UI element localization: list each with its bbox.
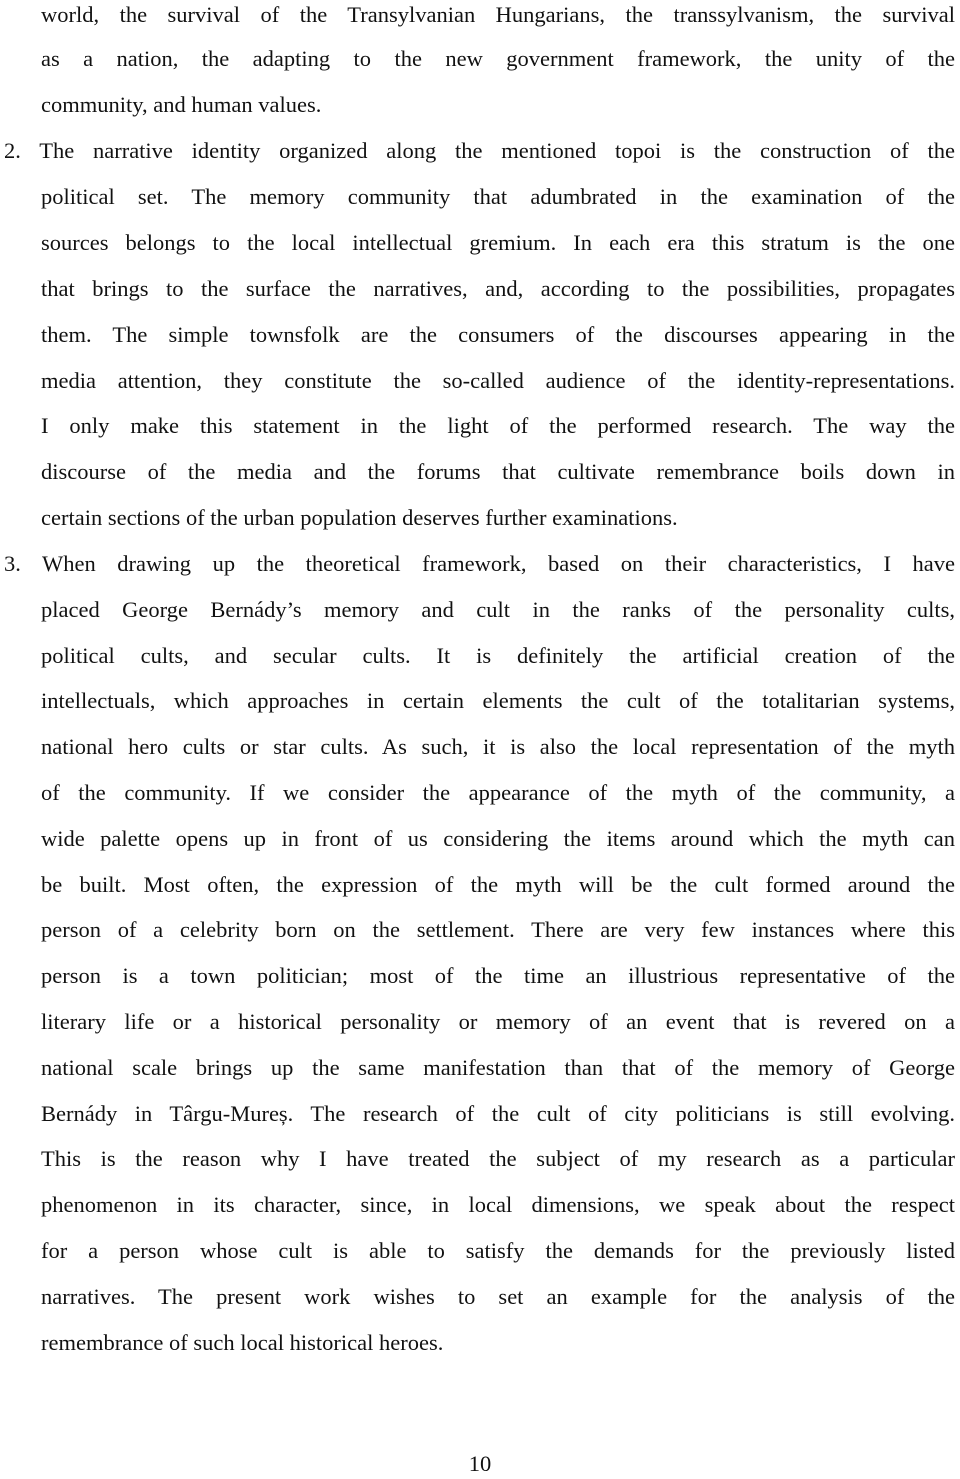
text-line: person is a town politician; most of the time an illustrious representative of the — [41, 963, 955, 988]
text-line: placed George Bernády’s memory and cult in the ranks of the personality cults, — [41, 597, 955, 622]
text-line: intellectuals, which approaches in certain elements the cult of the totalitarian systems, — [41, 688, 955, 713]
text-line: for a person whose cult is able to satisfy the demands for the previously listed — [41, 1238, 955, 1263]
text-line: I only make this statement in the light of the performed research. The way the — [41, 413, 955, 438]
text-line: that brings to the surface the narratives, and, according to the possibilities, propagates — [41, 276, 955, 301]
text-line: certain sections of the urban population deserves further examinations. — [41, 505, 678, 530]
text-line: national hero cults or star cults. As such, it is also the local representation of the myth — [41, 734, 955, 759]
text-line: This is the reason why I have treated the subject of my research as a particular — [41, 1146, 955, 1171]
text-line: discourse of the media and the forums that cultivate remembrance boils down in — [41, 459, 955, 484]
text-line: national scale brings up the same manifestation than that of the memory of George — [41, 1055, 955, 1080]
text-line: wide palette opens up in front of us considering the items around which the myth can — [41, 826, 955, 851]
text-line: sources belongs to the local intellectual gremium. In each era this stratum is the one — [41, 230, 955, 255]
text-line: as a nation, the adapting to the new government framework, the unity of the — [41, 46, 955, 71]
text-line: political set. The memory community that adumbrated in the examination of the — [41, 184, 955, 209]
text-line: person of a celebrity born on the settlement. There are very few instances where this — [41, 917, 955, 942]
text-line: remembrance of such local historical heroes. — [41, 1330, 444, 1355]
text-line: community, and human values. — [41, 92, 322, 117]
text-line: be built. Most often, the expression of the myth will be the cult formed around the — [41, 872, 955, 897]
text-line: phenomenon in its character, since, in local dimensions, we speak about the respect — [41, 1192, 955, 1217]
text-line: them. The simple townsfolk are the consumers of the discourses appearing in the — [41, 322, 955, 347]
numbered-paragraph-start: 3. When drawing up the theoretical framework, based on their characteristics, I have — [4, 551, 955, 576]
page-number: 10 — [468, 1451, 492, 1476]
text-line: media attention, they constitute the so-called audience of the identity-representations. — [41, 368, 955, 393]
text-line: world, the survival of the Transylvanian Hungarians, the transsylvanism, the survival — [41, 2, 955, 27]
text-line: Bernády in Târgu-Mureș. The research of the cult of city politicians is still evolving. — [41, 1101, 955, 1126]
numbered-paragraph-start: 2. The narrative identity organized along the mentioned topoi is the construction of the — [4, 138, 955, 163]
text-line: literary life or a historical personality or memory of an event that is revered on a — [41, 1009, 955, 1034]
text-line: narratives. The present work wishes to set an example for the analysis of the — [41, 1284, 955, 1309]
text-line: political cults, and secular cults. It is definitely the artificial creation of the — [41, 643, 955, 668]
text-line: of the community. If we consider the appearance of the myth of the community, a — [41, 780, 955, 805]
